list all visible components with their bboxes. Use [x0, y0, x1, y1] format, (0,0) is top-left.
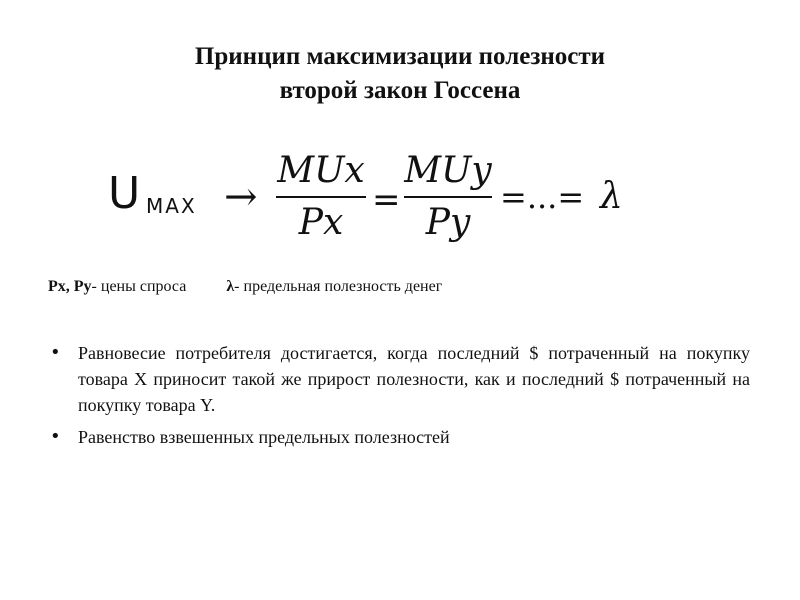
legend-prices — [48, 278, 186, 296]
legend-prices-text: - цены спроса — [91, 278, 187, 295]
symbol-legend — [48, 278, 442, 296]
bullet-text: Равновесие потребителя достигается, когда последний $ потраченный на покупку товара X приносит такой же прирост полезности, как и последний $ потраченный на покупку товара Y. — [78, 343, 750, 415]
bullet-icon: • — [50, 426, 61, 447]
fraction-bar — [276, 196, 366, 198]
fraction-numerator: MUx — [277, 150, 365, 191]
equals-sign: = — [372, 180, 401, 220]
title-line-1: Принцип максимизации полезности — [194, 43, 606, 70]
fraction-muy-py — [404, 150, 492, 244]
legend-prices-symbol: Px, Py — [48, 278, 92, 295]
fraction-denominator: Py — [425, 202, 471, 243]
gossen-formula — [108, 150, 728, 260]
utility-symbol: U — [108, 168, 141, 219]
fraction-denominator: Px — [298, 202, 344, 243]
list-item — [50, 424, 750, 450]
equals-ellipsis: =...= — [500, 178, 585, 216]
fraction-bar — [404, 196, 492, 198]
bullet-list — [50, 340, 750, 456]
title-line-2: второй закон Госсена — [279, 77, 521, 104]
bullet-text: Равенство взвешенных предельных полезностей — [78, 427, 450, 447]
fraction-numerator: MUy — [404, 150, 492, 191]
arrow-icon: → — [224, 174, 258, 220]
list-item — [50, 340, 750, 418]
lambda-symbol: λ — [600, 176, 623, 217]
max-subscript: MAX — [146, 194, 197, 218]
fraction-mux-px — [276, 150, 366, 244]
legend-lambda-symbol: λ — [226, 278, 235, 295]
legend-lambda — [226, 278, 442, 296]
legend-lambda-text: - предельная полезность денег — [234, 278, 443, 295]
slide-title — [0, 40, 800, 108]
bullet-icon: • — [50, 342, 61, 363]
